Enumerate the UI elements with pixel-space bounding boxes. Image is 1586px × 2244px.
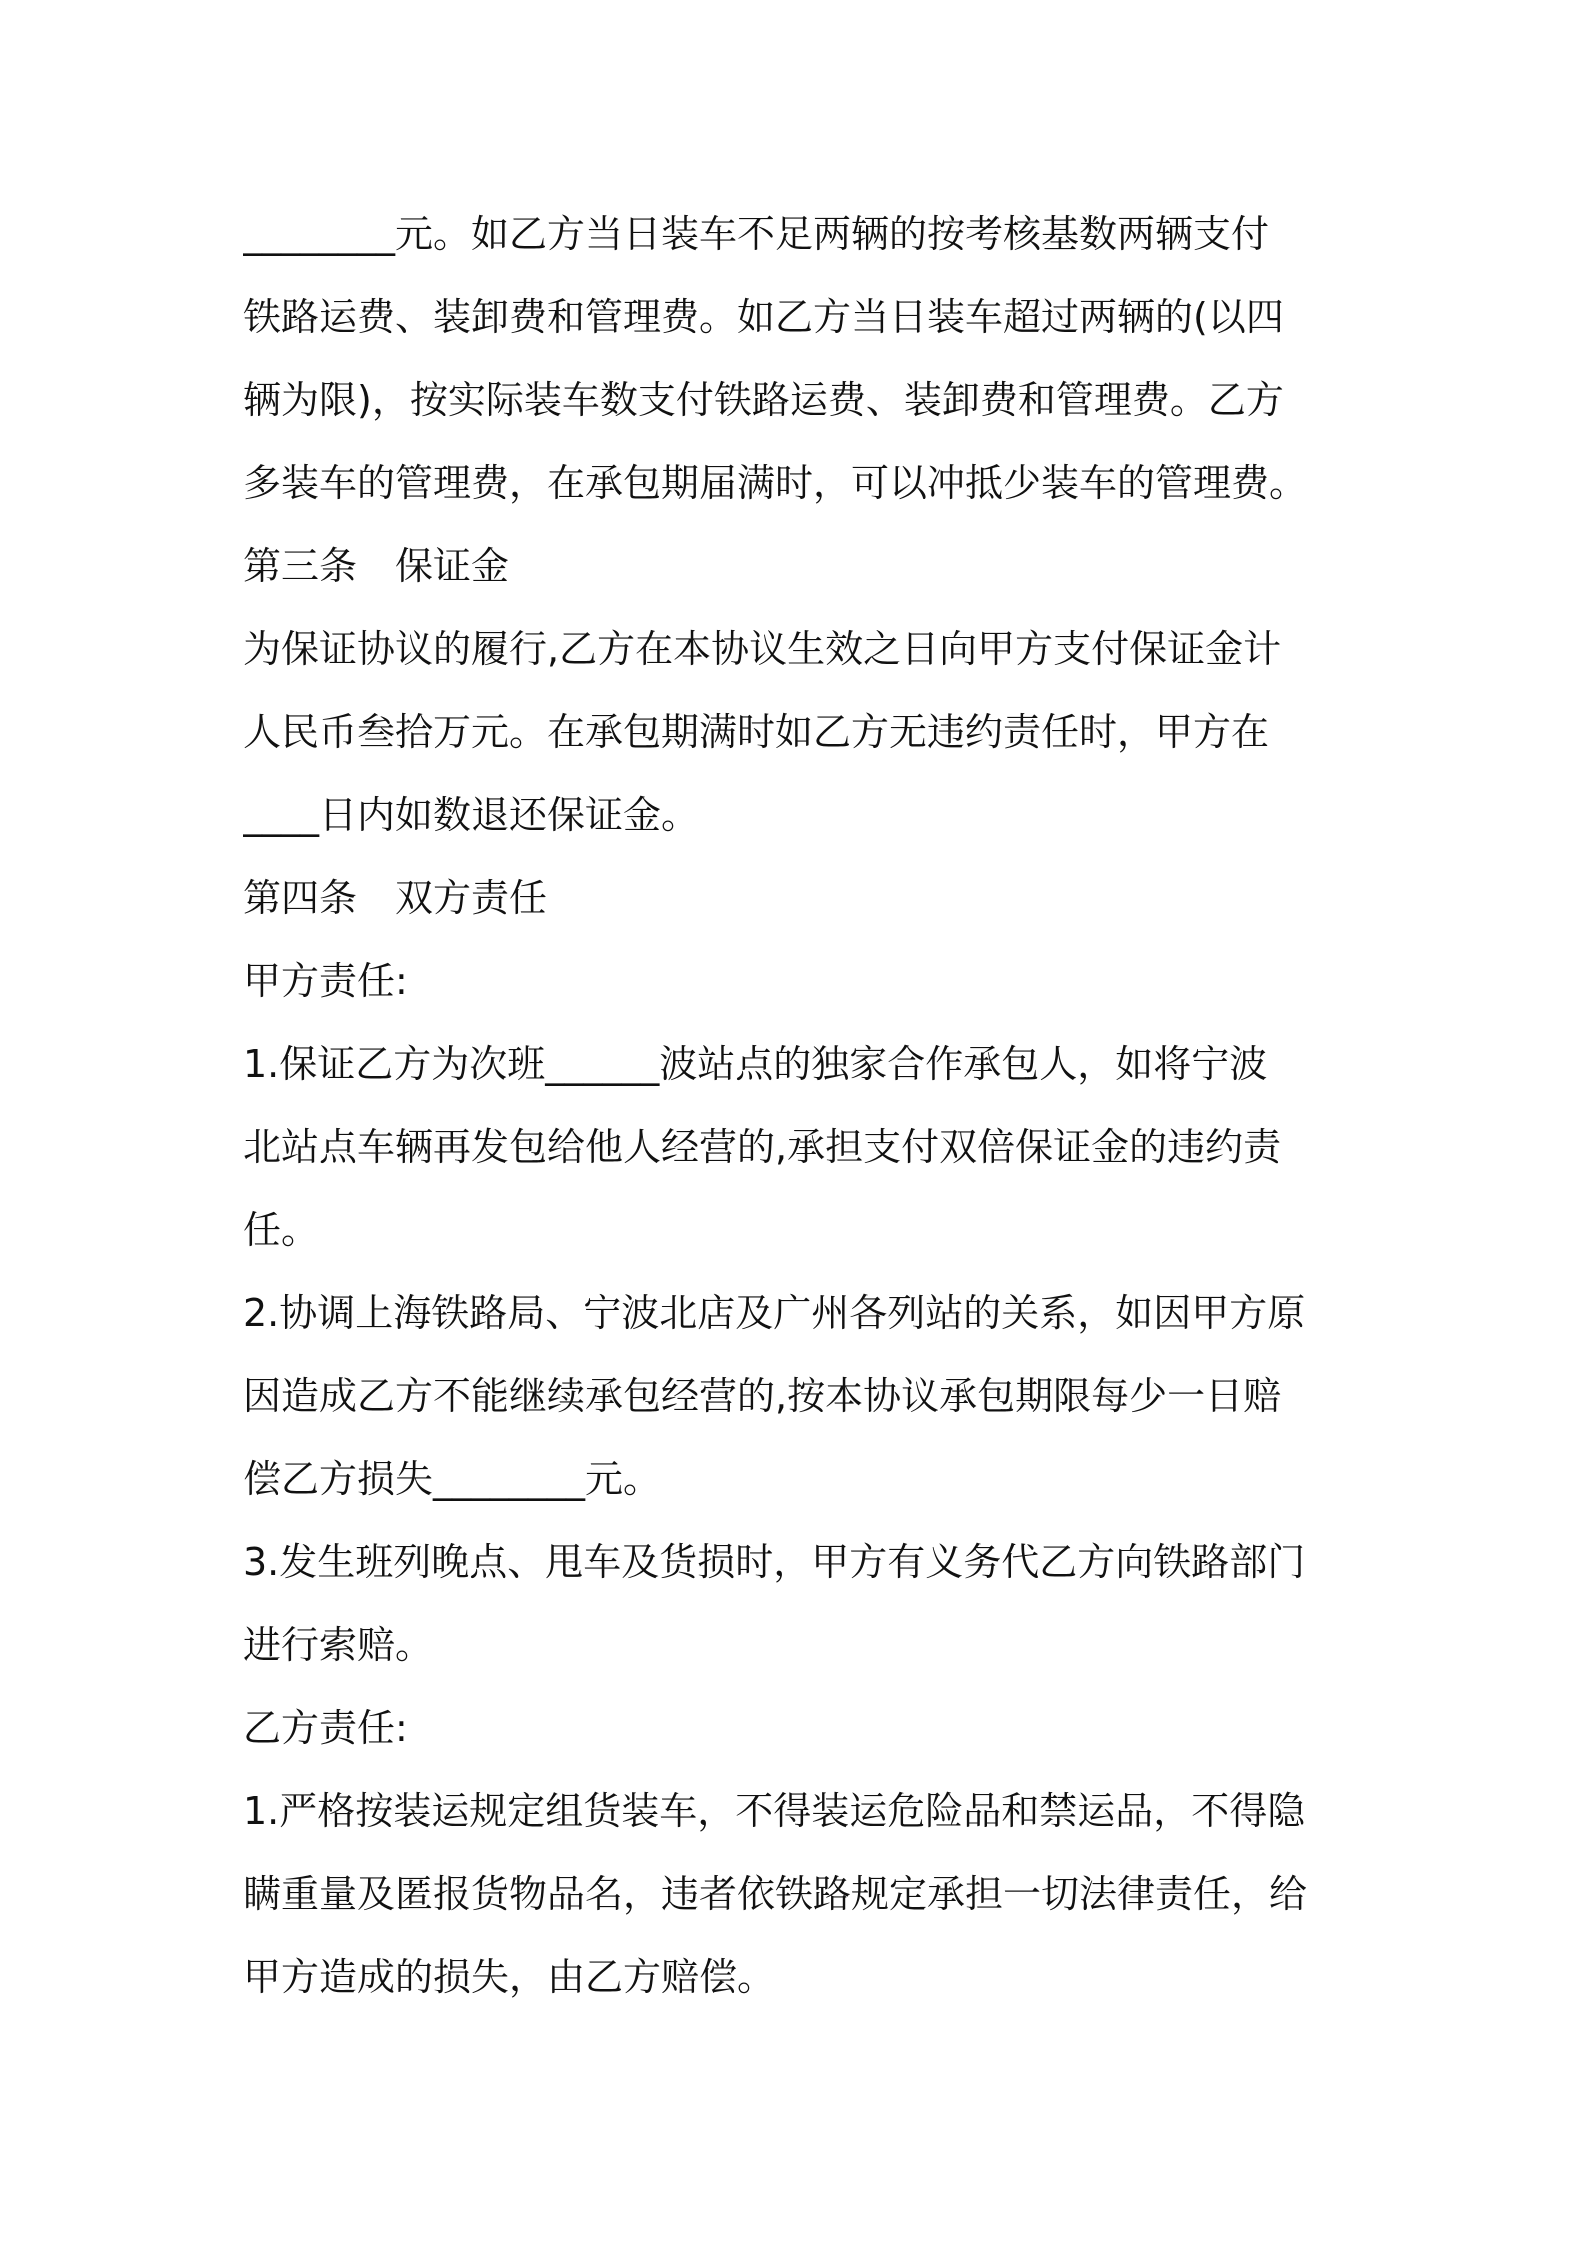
party-a-item-2: 因造成乙方不能继续承包经营的,按本协议承包期限每少一日赔 (243, 1374, 1282, 1418)
party-a-item-1: 任。 (243, 1208, 320, 1252)
party-a-heading: 甲方责任: (243, 959, 408, 1003)
section-heading-3: 第三条 保证金 (243, 544, 510, 588)
party-b-item-1: 1.严格按装运规定组货装车，不得装运危险品和禁运品，不得隐 (243, 1789, 1306, 1833)
paragraph-line: 铁路运费、装卸费和管理费。如乙方当日装车超过两辆的(以四 (243, 295, 1284, 339)
party-b-item-1: 甲方造成的损失，由乙方赔偿。 (243, 1955, 776, 1999)
party-a-item-1: 1.保证乙方为次班______波站点的独家合作承包人，如将宁波 (243, 1042, 1268, 1086)
section-heading-4: 第四条 双方责任 (243, 876, 548, 920)
party-b-heading: 乙方责任: (243, 1706, 408, 1750)
document-body (243, 193, 1358, 2019)
party-a-item-3: 3.发生班列晚点、甩车及货损时，甲方有义务代乙方向铁路部门 (243, 1540, 1306, 1584)
party-a-item-2: 偿乙方损失________元。 (243, 1457, 662, 1501)
paragraph-line: ____日内如数退还保证金。 (243, 793, 700, 837)
paragraph-line: ________元。如乙方当日装车不足两辆的按考核基数两辆支付 (243, 212, 1270, 256)
paragraph-line: 多装车的管理费，在承包期届满时，可以冲抵少装车的管理费。 (243, 461, 1308, 505)
party-b-item-1: 瞒重量及匿报货物品名，违者依铁路规定承担一切法律责任，给 (243, 1872, 1308, 1916)
paragraph-line: 辆为限)，按实际装车数支付铁路运费、装卸费和管理费。乙方 (243, 378, 1284, 422)
party-a-item-3: 进行索赔。 (243, 1623, 434, 1667)
party-a-item-1: 北站点车辆再发包给他人经营的,承担支付双倍保证金的违约责 (243, 1125, 1282, 1169)
paragraph-line: 为保证协议的履行,乙方在本协议生效之日向甲方支付保证金计 (243, 627, 1282, 671)
party-a-item-2: 2.协调上海铁路局、宁波北店及广州各列站的关系，如因甲方原 (243, 1291, 1306, 1335)
paragraph-line: 人民币叁拾万元。在承包期满时如乙方无违约责任时，甲方在 (243, 710, 1270, 754)
